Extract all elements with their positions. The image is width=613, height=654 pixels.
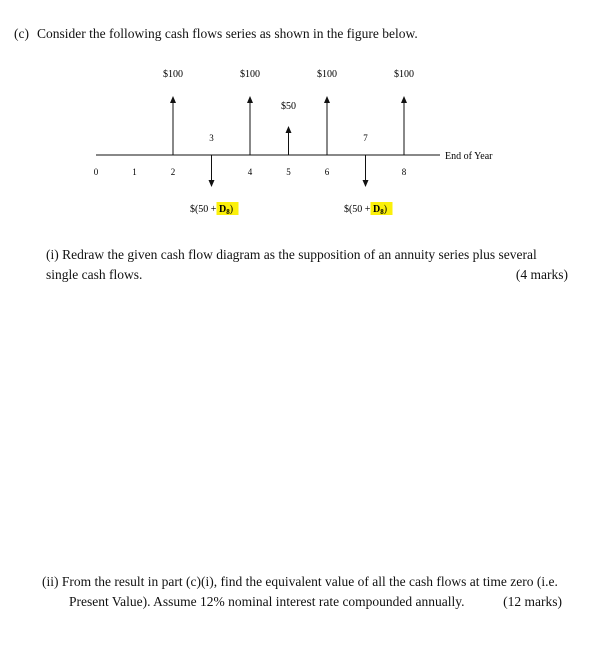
cash-flow-label: $(50 + $D_8$) (343, 204, 388, 216)
cash-flow-label: $100 (317, 69, 337, 80)
cash-flow-label: $(50 + $D_8$) (189, 204, 234, 216)
part-i-line1: (i) Redraw the given cash flow diagram as the supposition of an annuity series plus several (46, 247, 537, 262)
arrow-head (286, 126, 292, 133)
part-ii (42, 572, 562, 612)
arrow-head (401, 96, 407, 103)
part-i-marks: (4 marks) (515, 267, 568, 282)
period-label: 0 (93, 167, 99, 177)
part-i (46, 245, 568, 285)
arrow-head (247, 96, 253, 103)
period-label: 3 (209, 133, 214, 143)
cash-flow-label: $50 (281, 101, 296, 112)
part-i-line2: single cash flows. (46, 267, 143, 282)
period-label: 2 (170, 167, 176, 177)
axis-label: End of Year (445, 151, 493, 162)
part-ii-marks: (12 marks) (503, 594, 562, 609)
cash-flow-label: $100 (394, 69, 414, 80)
period-label: 5 (286, 167, 291, 177)
arrow-head (209, 180, 215, 187)
cash-flow-label: $100 (163, 69, 183, 80)
cash-flow-label: $100 (240, 69, 260, 80)
arrow-head (363, 180, 369, 187)
arrow-head (324, 96, 330, 103)
period-label: 1 (132, 167, 137, 177)
question-label: (c) (14, 26, 29, 41)
part-ii-line1: (ii) From the result in part (c)(i), find the equivalent value of all the cash flows at time zero (i.e. (42, 574, 558, 589)
cash-flow-diagram (0, 0, 613, 240)
period-label: 8 (401, 167, 407, 177)
part-ii-line2: Present Value). Assume 12% nominal interest rate compounded annually. (69, 594, 465, 609)
period-label: 4 (247, 167, 253, 177)
period-label: 6 (324, 167, 330, 177)
period-label: 7 (363, 133, 368, 143)
arrow-head (170, 96, 176, 103)
question-text: Consider the following cash flows series as shown in the figure below. (36, 26, 418, 41)
